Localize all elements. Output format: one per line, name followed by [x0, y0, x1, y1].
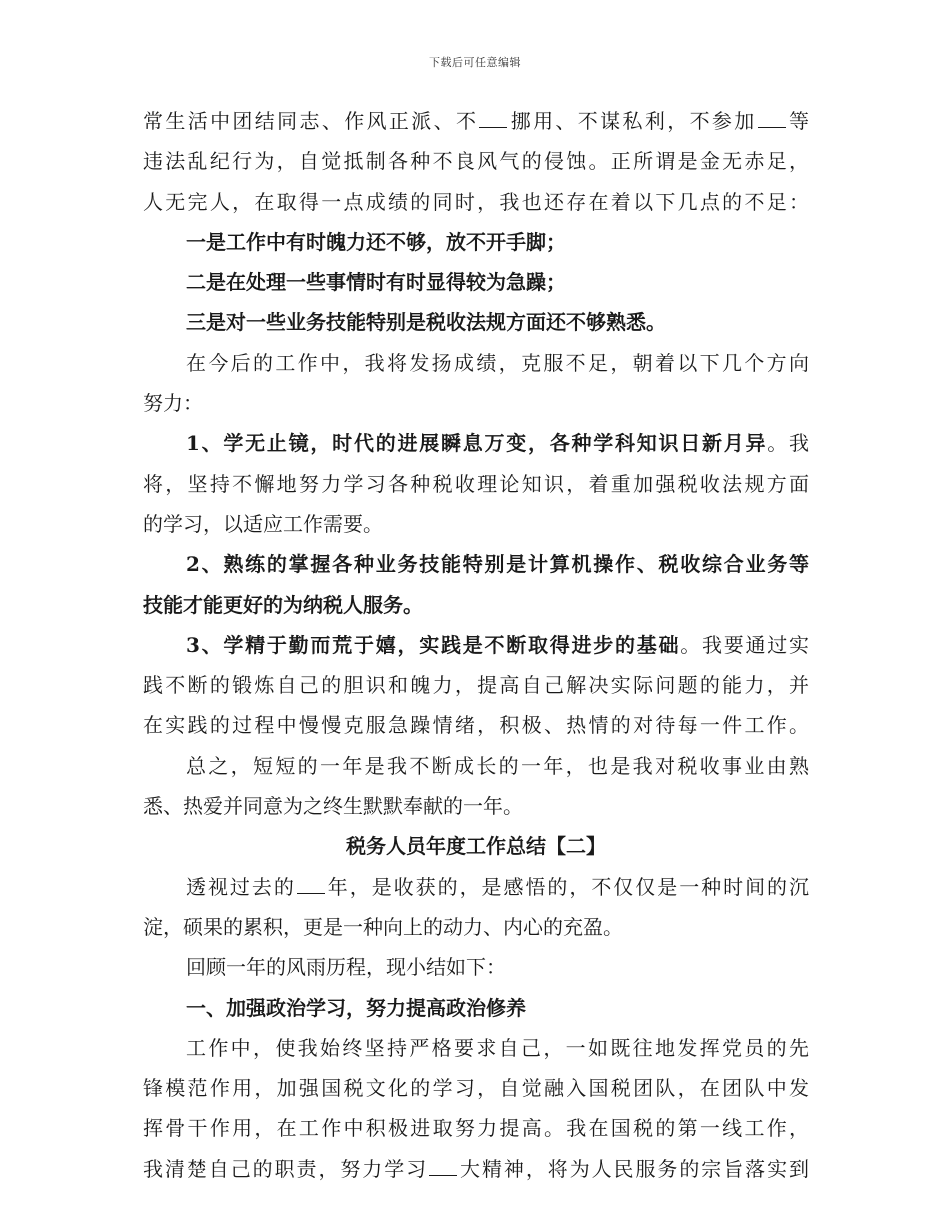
text-segment: 。我: [767, 431, 810, 456]
text-segment: 挪用、不谋私利，不参加: [508, 109, 757, 133]
blank-underline: [297, 875, 325, 894]
document-body: [143, 101, 809, 1189]
paragraph-line: 总之，短短的一年是我不断成长的一年，也是我对税收事业由熟: [186, 753, 809, 778]
text-segment: 年，是收获的，是感悟的，不仅仅是一种时间的沉: [325, 874, 810, 899]
direction-item-1: [143, 423, 809, 463]
paragraph-line: 在实践的过程中慢慢克服急躁情绪，积极、热情的对待每一件工作。: [143, 713, 809, 738]
blank-underline: [479, 109, 507, 128]
shortcoming-item-3: 三是对一些业务技能特别是税收法规方面还不够熟悉。: [186, 310, 666, 335]
paragraph-line: 回顾一年的风雨历程，现小结如下：: [186, 955, 506, 980]
paragraph-line: 人无完人，在取得一点成绩的同时，我也还存在着以下几点的不足：: [143, 189, 809, 214]
bold-text: 3、学精于勤而荒于嬉，实践是不断取得进步的基础: [186, 632, 681, 657]
blank-underline: [758, 109, 786, 128]
direction-item-2: 2、熟练的掌握各种业务技能特别是计算机操作、税收综合业务等: [186, 552, 809, 577]
paragraph-line: 挥骨干作用，在工作中积极进取努力提高。我在国税的第一线工作，: [143, 1116, 809, 1141]
paragraph-line: [143, 101, 809, 141]
text-segment: 透视过去的: [186, 874, 296, 899]
text-segment: 我清楚自己的职责，努力学习: [143, 1156, 429, 1181]
bold-text: 1、学无止镜，时代的进展瞬息万变，各种学科知识日新月异: [186, 431, 768, 456]
paragraph-line: 悉、热爱并同意为之终生默默奉献的一年。: [143, 794, 523, 819]
paragraph-line: 在今后的工作中，我将发扬成绩，克服不足，朝着以下几个方向: [186, 350, 809, 375]
paragraph-line: 淀，硕果的累积，更是一种向上的动力、内心的充盈。: [143, 914, 623, 939]
paragraph-line: 违法乱纪行为，自觉抵制各种不良风气的侵蚀。正所谓是金无赤足，: [143, 149, 809, 174]
paragraph-line: [143, 867, 809, 907]
text-segment: 等: [786, 109, 810, 133]
section-title: 税务人员年度工作总结【二】: [346, 834, 606, 859]
paragraph-line: 技能才能更好的为纳税人服务。: [143, 592, 423, 617]
subsection-heading: 一、加强政治学习，努力提高政治修养: [186, 995, 526, 1020]
paragraph-line: 锋模范作用，加强国税文化的学习，自觉融入国税团队，在团队中发: [143, 1076, 809, 1101]
paragraph-line: 践不断的锻炼自己的胆识和魄力，提高自己解决实际问题的能力，并: [143, 673, 809, 698]
shortcoming-item-1: 一是工作中有时魄力还不够，放不开手脚；: [186, 229, 566, 254]
paragraph-line: [143, 1149, 809, 1189]
text-segment: 大精神，将为人民服务的宗旨落实到: [458, 1156, 810, 1181]
shortcoming-item-2: 二是在处理一些事情时有时显得较为急躁；: [186, 270, 566, 295]
direction-item-3: [143, 625, 809, 665]
blank-underline: [429, 1157, 457, 1176]
paragraph-line: 工作中，使我始终坚持严格要求自己，一如既往地发挥党员的先: [186, 1035, 809, 1060]
paragraph-line: 努力：: [143, 391, 203, 416]
paragraph-line: 的学习，以适应工作需要。: [143, 511, 383, 536]
paragraph-line: 将，坚持不懈地努力学习各种税收理论知识，着重加强税收法规方面: [143, 471, 809, 496]
text-segment: 常生活中团结同志、作风正派、不: [143, 109, 479, 133]
text-segment: 。我要通过实: [680, 632, 809, 657]
page-header: 下载后可任意编辑: [429, 56, 521, 69]
